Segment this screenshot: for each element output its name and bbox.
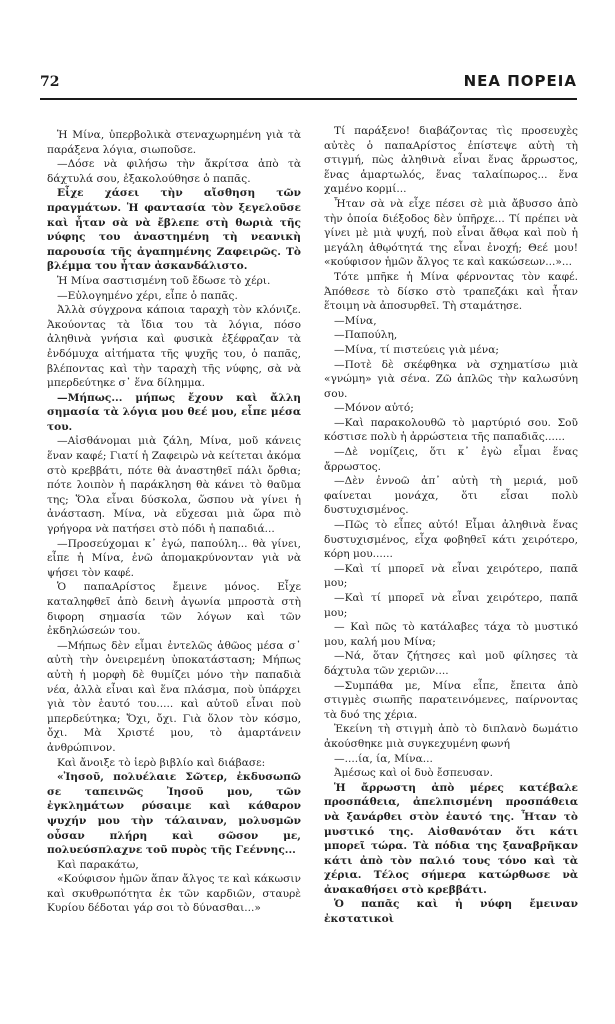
paragraph: —Μήπως δὲν εἶμαι ἐντελῶς ἁθῶος μέσα σ᾽ αὐτὴ τὴν ὀνειρεμένη ὑποκατάσταση; Μήπως αὐτὴ ἡ μορφὴ δὲ θυμίζει μόνο τὴν παπαδιὰ νέα, ἀλλὰ εἶναι καὶ ἕνα πλάσμα, ποὺ ὑπάρχει γιὰ τὸν ἑαυτό του..... καὶ αὐτοῦ εἶναι ποὺ μπερδεύτηκα; Ὄχι, ὄχι. Γιὰ ὅλον τὸν κόσμο, ὄχι. Μὰ Χριστέ μου, τὸ ἁμαρτάνειν ἀνθρώπινον.	[47, 639, 301, 754]
paragraph: —Καὶ τί μπορεῖ νὰ εἶναι χειρότερο, παπᾶ μου;	[324, 562, 578, 590]
paragraph: Καὶ παρακάτω,	[57, 858, 139, 871]
paragraph: —Αἰσθάνομαι μιὰ ζάλη, Μίνα, μοῦ κάνεις ἕναν καφέ; Γιατί ἡ Ζαφειρὼ νὰ κείτεται ἀκόμα στὸ κρεββάτι, πότε θὰ ἀναστηθεῖ πάλι ὄρθια; πότε λοιπὸν ἡ παράκληση θὰ κάνει τὸ θαῦμα της; Ὅλα εἶναι δύσκολα, ὥσπου νὰ γίνει ἡ ἀνάσταση. Μίνα, νὰ εὔχεσαι μιὰ ὥρα πιὸ γρήγορα νὰ πατήσει στὸ πόδι ἡ παπαδιά...	[47, 435, 301, 536]
paragraph: —Καὶ παρακολουθῶ τὸ μαρτύριό σου. Σοῦ κόστισε πολὺ ἡ ἀρρώστεια τῆς παπαδιᾶς......	[324, 416, 578, 444]
header-rule	[40, 98, 577, 100]
paragraph: Καὶ ἄνοιξε τὸ ἱερὸ βιβλίο καὶ διάβασε:	[57, 756, 266, 769]
paragraph: —Μόνον αὐτό;	[334, 402, 414, 415]
paragraph: «Κούφισον ἡμῶν ἅπαν ἄλγος τε καὶ κάκωσιν καὶ σκυθρωπότητα ἐκ τῶν καρδιῶν, σταυρὲ Κυρίου δέδοται γάρ σοι τὸ δύνασθαι...»	[47, 873, 301, 915]
paragraph: Ὁ παπᾶς καὶ ἡ νύφη ἔμειναν ἐκστατικοὶ	[324, 898, 578, 926]
paragraph: —....ία, ία, Μίνα...	[334, 752, 433, 765]
paragraph: Τί παράξενο! διαβάζοντας τὶς προσευχὲς αὐτὲς ὁ παπαΑρίστος ἐπίστεψε αὐτὴ τὴ στιγμή, πὼς ἀληθινὰ εἶναι ἕνας ἄρρωστος, ἕνας ἁμαρτωλός, ἕνας ταλαίπωρος... ἕνα χαμένο κορμί...	[324, 125, 578, 196]
paragraph: Τότε μπῆκε ἡ Μίνα φέρνοντας τὸν καφέ. Ἀπόθεσε τὸ δίσκο στὸ τραπεζάκι καὶ ἦταν ἕτοιμη νὰ ἀποσυρθεῖ. Τὴ σταμάτησε.	[324, 270, 578, 313]
left-column	[47, 128, 301, 916]
paragraph: Ἡ Μίνα, ὑπερβολικὰ στεναχωρημένη γιὰ τὰ παράξενα λόγια, σιωποῦσε.	[47, 129, 301, 156]
paragraph: —Μίνα,	[334, 314, 377, 327]
paragraph: —Συμπάθα με, Μίνα εἶπε, ἔπειτα ἀπὸ στιγμὲς σιωπῆς παρατεινόμενες, παίρνοντας τὰ δυό της χέρια.	[324, 679, 578, 721]
right-column	[324, 124, 578, 927]
paragraph: —Ποτὲ δὲ σκέφθηκα νὰ σχηματίσω μιὰ «γνώμη» γιὰ σένα. Ζῶ ἁπλῶς τὴν καλωσύνη σου.	[324, 358, 578, 400]
paragraph: —Δὲν ἐννοῶ ἀπ᾽ αὐτὴ τὴ μεριά, μοῦ φαίνεται μονάχα, ὅτι εἶσαι πολὺ δυστυχισμένος.	[324, 475, 578, 517]
page-number: 72	[40, 74, 60, 90]
paragraph: Ἐκείνη τὴ στιγμὴ ἀπὸ τὸ διπλανὸ δωμάτιο ἀκούσθηκε μιὰ συγκεχυμένη φωνή	[324, 723, 578, 750]
paragraph: «Ἰησοῦ, πολυέλαιε Σῶτερ, ἐκδυσωπῶ σε ταπεινῶς Ἰησοῦ μου, τῶν ἐγκλημάτων ρύσαιμε καὶ κάθαρον ψυχήν μου τὴν τάλαιναν, μολυσμῶν οὖσαν πλήρη καὶ σῶσον με, πολυεύσπλαχνε τοῦ πυρὸς τῆς Γεέννης...	[47, 771, 301, 857]
running-title: ΝΕΑ ΠΟΡΕΙΑ	[463, 72, 577, 90]
paragraph: —Εὐλογημένο χέρι, εἶπε ὁ παπᾶς.	[57, 289, 238, 302]
paragraph: —Καὶ τί μπορεῖ νὰ εἶναι χειρότερο, παπᾶ μου;	[324, 592, 578, 619]
paragraph: —Νά, ὅταν ζήτησες καὶ μοῦ φίλησες τὰ δάχτυλα τῶν χεριῶν....	[324, 650, 578, 677]
paragraph: —Παπούλη,	[334, 329, 398, 342]
paragraph: —Δὲ νομίζεις, ὅτι κ᾽ ἐγὼ εἶμαι ἕνας ἄρρωστος.	[324, 446, 578, 473]
paragraph: Ἀμέσως καὶ οἱ δυὸ ἔσπευσαν.	[334, 767, 493, 780]
paragraph: Ἡ ἄρρωστη ἀπὸ μέρες κατέβαλε προσπάθεια, ἀπελπισμένη προσπάθεια νὰ ξανάρθει στὸν ἑαυτό της. Ἦταν τὸ μυστικό της. Αἰσθανόταν ὅτι κάτι μπορεῖ τώρα. Τὰ πόδια της ξαναβρῆκαν κάτι ἀπὸ τὸν παλιό τους τόνο καὶ τὰ χέρια. Τέλος σήμερα κατώρθωσε νὰ ἀνακαθήσει στὸ κρεββάτι.	[324, 781, 578, 896]
paragraph: —Προσεύχομαι κ᾽ ἐγώ, παπούλη... θὰ γίνει, εἶπε ἡ Μίνα, ἐνῶ ἀπομακρύνονταν γιὰ νὰ ψήσει τὸν καφέ.	[47, 537, 301, 579]
paragraph: Εἶχε χάσει τὴν αἴσθηση τῶν πραγμάτων. Ἡ φαντασία τὸν ξεγελοῦσε καὶ ἦταν σὰ νὰ ἔβλεπε στὴ θωριὰ τῆς νύφης του ἀναστημένη τὴ νεανικὴ παρουσία τῆς ἀγαπημένης Ζαφειρῶς. Τὸ βλέμμα του ἦταν ἀσκανδάλιστο.	[47, 187, 301, 273]
paragraph: —Μίνα, τί πιστεύεις γιὰ μένα;	[334, 343, 499, 356]
paragraph: — Καὶ πῶς τὸ κατάλαβες τάχα τὸ μυστικό μου, καλή μου Μίνα;	[324, 621, 578, 648]
paragraph: Ἦταν σὰ νὰ εἶχε πέσει σὲ μιὰ ἄβυσσο ἀπὸ τὴν ὁποία διέξοδος δὲν ὑπῆρχε... Τί πρέπει νὰ γίνει μὲ μιὰ ψυχή, ποὺ εἶναι ἄθῳα καὶ ποὺ ἡ μεγάλη ἀθῳότητά της εἶναι ἐνοχή; Θεέ μου! «κούφισον ἡμῶν ἄλγος τε καὶ κακώσεων...»...	[324, 197, 578, 269]
paragraph: Ἀλλὰ σύγχρονα κάποια ταραχὴ τὸν κλόνιζε. Ἀκούοντας τὰ ἴδια του τὰ λόγια, πόσο ἀληθινὰ γνήσια καὶ φυσικὰ ἐξέφραζαν τὰ ἐνδόμυχα αἰτήματα τῆς ψυχῆς του, ὁ παπᾶς, βλέποντας καὶ τὴν ταραχὴ τῆς νύφης, σὰ νὰ μπερδεύτηκε σ᾽ ἕνα δίλημμα.	[47, 304, 301, 390]
paragraph: Ὁ παπαΑρίστος ἔμεινε μόνος. Εἶχε καταληφθεῖ ἀπὸ δεινὴ ἀγωνία μπροστὰ στὴ διφορη σημασία τῶν λόγων καὶ τῶν ἐκδηλώσεών του.	[47, 581, 301, 638]
paragraph: —Πῶς τὸ εἶπες αὐτό! Εἶμαι ἀληθινὰ ἕνας δυστυχισμένος, εἶχα φοβηθεῖ κάτι χειρότερο, κόρη μου......	[324, 519, 578, 561]
paragraph: —Δόσε νὰ φιλήσω τὴν ἄκρίτσα ἀπὸ τὰ δάχτυλά σου, ἐξακολούθησε ὁ παπᾶς.	[47, 158, 301, 185]
paragraph: —Μήπως... μήπως ἔχουν καὶ ἄλλη σημασία τὰ λόγια μου θεέ μου, εἶπε μέσα του.	[47, 391, 301, 433]
paragraph: Ἡ Μίνα σαστισμένη τοῦ ἔδωσε τὸ χέρι.	[57, 274, 271, 287]
